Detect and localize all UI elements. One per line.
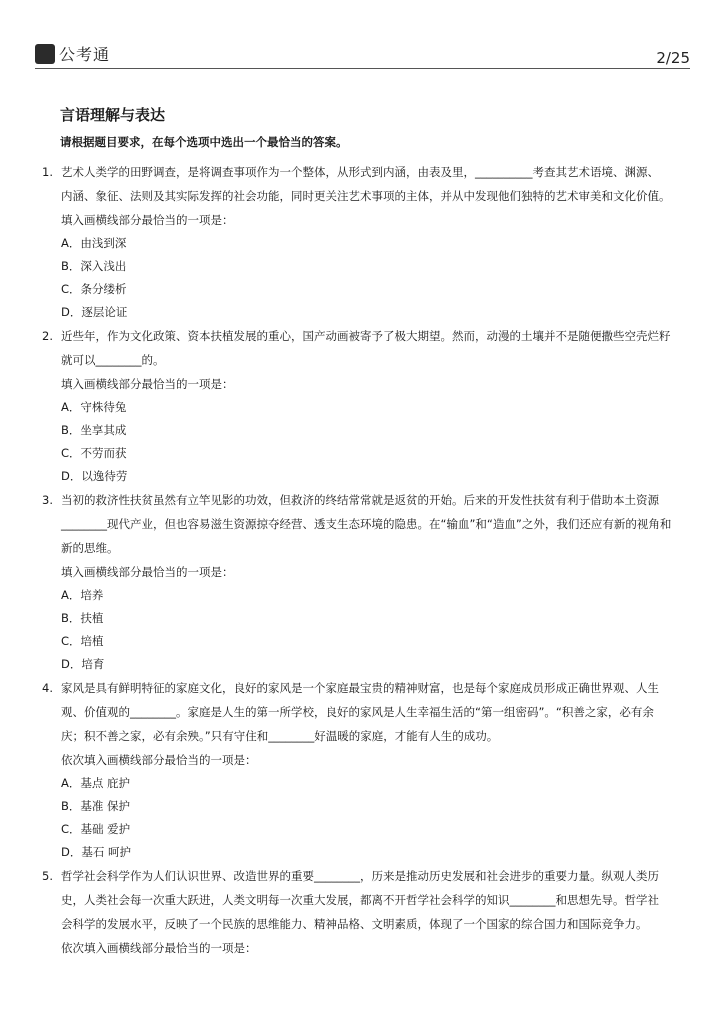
question-stem-line: 内涵、象征、法则及其实际发挥的社会功能，同时更关注艺术事项的主体，并从中发现他们独特的艺术审美和文化价值。 bbox=[61, 189, 671, 203]
question-stem-line: 艺术人类学的田野调查，是将调查事项作为一个整体，从形式到内涵，由表及里，__________考查其艺术语境、渊源、 bbox=[61, 165, 659, 179]
question-stem-line: 会科学的发展水平，反映了一个民族的思维能力、精神品格、文明素质，体现了一个国家的综合国力和国际竞争力。 bbox=[61, 917, 648, 931]
question-item bbox=[42, 676, 692, 864]
question-stem-line: 观、价值观的________。家庭是人生的第一所学校，良好的家风是人生幸福生活的“第一组密码”。“积善之家，必有余 bbox=[61, 705, 654, 719]
question-number: 4. bbox=[42, 681, 53, 695]
answer-option: C．条分缕析 bbox=[61, 282, 127, 296]
question-number: 3. bbox=[42, 493, 53, 507]
answer-option: B．基准 保护 bbox=[61, 799, 131, 813]
question-prompt: 依次填入画横线部分最恰当的一项是： bbox=[61, 753, 257, 767]
question-prompt: 填入画横线部分最恰当的一项是： bbox=[61, 377, 234, 391]
question-number: 2. bbox=[42, 329, 53, 343]
question-stem-line: 庆；积不善之家，必有余殃。”只有守住和________好温暖的家庭，才能有人生的成功。 bbox=[61, 729, 499, 743]
question-stem-line: ________现代产业，但也容易滋生资源掠夺经营、透支生态环境的隐患。在“输血”和“造血”之外，我们还应有新的视角和 bbox=[61, 517, 672, 531]
answer-option: B．坐享其成 bbox=[61, 423, 127, 437]
page-header bbox=[35, 40, 690, 69]
question-stem-line: 当初的救济性扶贫虽然有立竿见影的功效，但救济的终结常常就是返贫的开始。后来的开发性扶贫有利于借助本土资源 bbox=[61, 493, 659, 507]
question-number: 1. bbox=[42, 165, 53, 179]
answer-option: C．基础 爱护 bbox=[61, 822, 131, 836]
answer-option: D．基石 呵护 bbox=[61, 845, 132, 859]
question-item bbox=[42, 488, 692, 676]
instruction-text: 请根据题目要求，在每个选项中选出一个最恰当的答案。 bbox=[60, 135, 348, 149]
question-stem-line: 新的思维。 bbox=[61, 541, 119, 555]
question-prompt: 填入画横线部分最恰当的一项是： bbox=[61, 213, 234, 227]
logo-badge-icon bbox=[35, 44, 55, 64]
answer-option: A．基点 庇护 bbox=[61, 776, 131, 790]
answer-option: B．深入浅出 bbox=[61, 259, 127, 273]
question-item bbox=[42, 324, 692, 488]
question-stem-line: 家风是具有鲜明特征的家庭文化，良好的家风是一个家庭最宝贵的精神财富，也是每个家庭成员形成正确世界观、人生 bbox=[61, 681, 659, 695]
answer-option: C．不劳而获 bbox=[61, 446, 127, 460]
answer-option: A．由浅到深 bbox=[61, 236, 127, 250]
question-stem-line: 史，人类社会每一次重大跃进，人类文明每一次重大发展，都离不开哲学社会科学的知识________和思想先导。哲学社 bbox=[61, 893, 659, 907]
brand-logo bbox=[35, 42, 110, 65]
section-title: 言语理解与表达 bbox=[60, 106, 166, 124]
answer-option: A．培养 bbox=[61, 588, 104, 602]
question-stem-line: 哲学社会科学作为人们认识世界、改造世界的重要________，历来是推动历史发展和社会进步的重要力量。纵观人类历 bbox=[61, 869, 659, 883]
answer-option: D．逐层论证 bbox=[61, 305, 128, 319]
question-item bbox=[42, 864, 692, 960]
question-item bbox=[42, 160, 692, 324]
answer-option: A．守株待兔 bbox=[61, 400, 127, 414]
page-number: 2/25 bbox=[656, 49, 690, 67]
question-number: 5. bbox=[42, 869, 53, 883]
question-list bbox=[42, 160, 692, 960]
question-stem-line: 近些年，作为文化政策、资本扶植发展的重心，国产动画被寄予了极大期望。然而，动漫的土壤并不是随便撒些空壳烂籽 bbox=[61, 329, 671, 343]
answer-option: D．以逸待劳 bbox=[61, 469, 128, 483]
question-prompt: 依次填入画横线部分最恰当的一项是： bbox=[61, 941, 257, 955]
question-prompt: 填入画横线部分最恰当的一项是： bbox=[61, 565, 234, 579]
answer-option: B．扶植 bbox=[61, 611, 104, 625]
logo-text: 公考通 bbox=[59, 45, 111, 64]
question-stem-line: 就可以________的。 bbox=[61, 353, 165, 367]
answer-option: C．培植 bbox=[61, 634, 104, 648]
answer-option: D．培育 bbox=[61, 657, 105, 671]
